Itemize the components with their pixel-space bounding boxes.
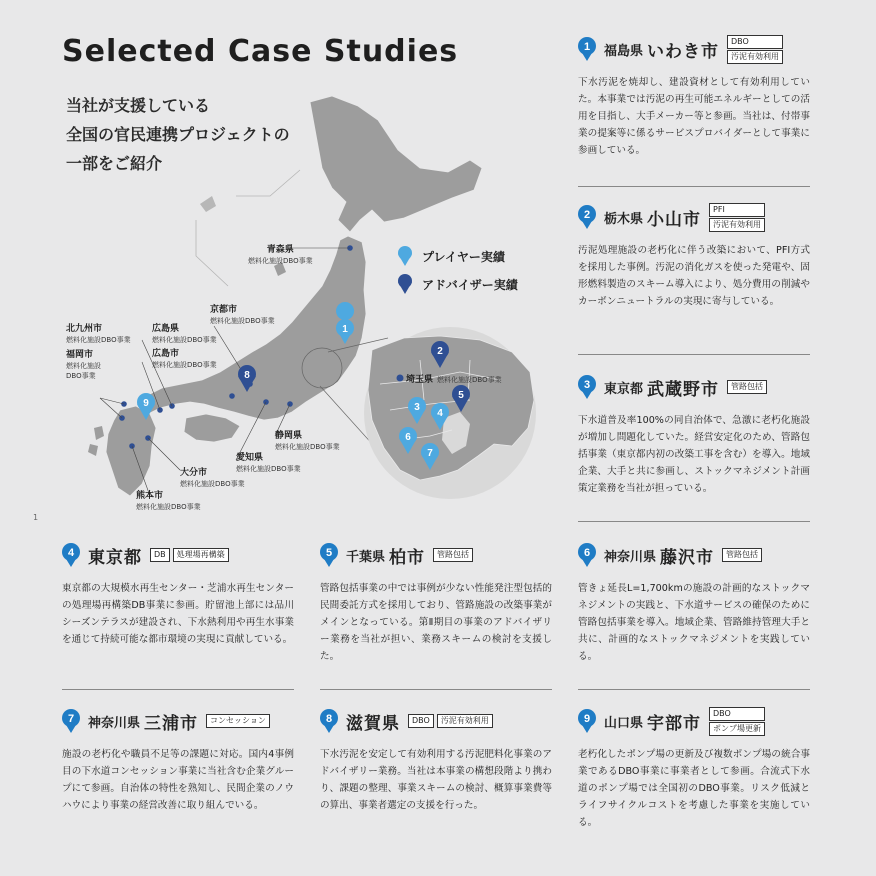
case-card-7 — [62, 706, 294, 814]
player-pin-icon — [398, 246, 412, 266]
label-kyoto: 京都市 燃料化施設DBO事業 — [210, 305, 275, 325]
case-body: 汚泥処理施設の老朽化に伴う改築において、PFI方式を採用した事例。汚泥の消化ガスを使った発電や、固形燃料製造のスキーム導入により、処分費用の削減やカーボンニュートラルの実現に寄与している。 — [578, 245, 810, 307]
case-badge: DBO — [709, 707, 765, 721]
case-body: 管路包括事業の中では事例が少ない性能発注型包括的民間委託方式を採用しており、管路施設の改築事業がメインとなっている。第Ⅱ期目の事業のアドバイザリー業務を当社が担い、業務スキームの検討を支援した。 — [320, 583, 552, 662]
legend-player-label: プレイヤー実績 — [422, 249, 505, 264]
map-hokkaido — [310, 96, 482, 232]
label-kitakyushu: 北九州市 燃料化施設DBO事業 — [66, 324, 131, 344]
case-pref: 山口県 — [604, 715, 644, 731]
case-badge: 管路包括 — [727, 380, 767, 394]
subtitle-line: 当社が支援している — [66, 96, 211, 115]
case-badge: 汚泥有効利用 — [727, 50, 783, 64]
legend-advisor-label: アドバイザー実績 — [422, 277, 518, 292]
svg-text:2: 2 — [437, 346, 443, 357]
svg-text:6: 6 — [583, 547, 591, 559]
case-number-pin-icon — [578, 37, 596, 61]
case-city: 三浦市 — [144, 713, 199, 734]
case-card-6 — [578, 540, 810, 665]
map-island — [200, 196, 216, 212]
map-frame-line — [236, 170, 300, 196]
svg-text:8: 8 — [325, 713, 333, 725]
label-hiroshima-city: 広島市 燃料化施設DBO事業 — [152, 349, 217, 369]
case-card-2 — [578, 202, 810, 310]
case-pref: 神奈川県 — [604, 549, 657, 565]
case-pref: 東京都 — [604, 381, 644, 397]
svg-text:7: 7 — [67, 713, 75, 725]
leader-line — [148, 438, 180, 470]
case-badge: コンセッション — [206, 714, 270, 728]
legend-advisor — [398, 270, 518, 298]
map-shikoku — [184, 414, 240, 442]
case-badge: PFI — [709, 203, 765, 217]
label-shizuoka: 静岡県 燃料化施設DBO事業 — [275, 431, 340, 451]
label-fukuoka: 福岡市 燃料化施設 DBO事業 — [66, 350, 101, 380]
map-island — [94, 426, 104, 440]
divider — [578, 354, 810, 355]
map-island — [88, 444, 98, 456]
svg-text:3: 3 — [414, 402, 420, 413]
case-number-pin-icon — [62, 709, 80, 733]
case-badge: 処理場再構築 — [173, 548, 229, 562]
label-hiroshima-pref: 広島県 燃料化施設DBO事業 — [152, 324, 217, 344]
case-body: 管きょ延長L=1,700kmの施設の計画的なストックマネジメントの実践と、下水道サービスの確保のために管路包括事業を導入。地域企業、管路維持管理大手と共に、計画的なストックマネジメントを実践している。 — [578, 583, 810, 662]
case-pref: 神奈川県 — [88, 715, 141, 731]
map-frame-line — [196, 220, 228, 286]
case-city: いわき市 — [647, 41, 720, 62]
advisor-pin-icon — [398, 274, 412, 294]
case-body: 老朽化したポンプ場の更新及び複数ポンプ場の統合事業であるDBO事業に事業者として参画。合流式下水道のポンプ場では全国初のDBO事業。リスク低減とライフサイクルコストを考慮した事業を実施している。 — [578, 749, 810, 828]
case-number-pin-icon — [320, 709, 338, 733]
case-city: 柏市 — [389, 547, 426, 568]
subtitle-line: 全国の官民連携プロジェクトの — [66, 125, 290, 144]
case-card-3 — [578, 372, 810, 497]
label-kumamoto: 熊本市 燃料化施設DBO事業 — [136, 491, 201, 511]
case-number-pin-icon — [578, 375, 596, 399]
case-card-5 — [320, 540, 552, 665]
case-number-pin-icon — [578, 205, 596, 229]
case-number-pin-icon — [62, 543, 80, 567]
case-badge: 管路包括 — [722, 548, 762, 562]
divider — [578, 521, 810, 522]
map-kyushu — [106, 406, 156, 496]
case-body: 東京都の大規模水再生センター・芝浦水再生センターの処理場再構築DB事業に参画。貯留池上部には品川シーズンテラスが建設され、下水熱利用や再生水事業を通じて持続可能な都市環境の実現に貢献している。 — [62, 583, 294, 645]
label-aichi: 愛知県 燃料化施設DBO事業 — [236, 453, 301, 473]
case-card-8 — [320, 706, 552, 814]
svg-text:3: 3 — [583, 379, 591, 391]
case-badge: ポンプ場更新 — [709, 722, 765, 736]
case-body: 下水汚泥を安定して有効利用する汚泥肥料化事業のアドバイザリー業務。当社は本事業の構想段階より携わり、課題の整理、事業スキームの検討、概算事業費等の算出、事業者選定の支援を行った。 — [320, 749, 552, 811]
label-saitama: 埼玉県 燃料化施設DBO事業 — [406, 375, 502, 385]
svg-text:1: 1 — [583, 41, 591, 53]
case-badge: 汚泥有効利用 — [709, 218, 765, 232]
case-body: 施設の老朽化や職員不足等の課題に対応。国内4事例目の下水道コンセッション事業に当社含む企業グループにて参画。自治体の特性を熟知し、民間企業のノウハウにより事業の経営改善に取り組んでいる。 — [62, 749, 294, 811]
case-city: 武蔵野市 — [647, 379, 720, 400]
case-city: 宇部市 — [647, 713, 702, 734]
divider — [320, 689, 552, 690]
subtitle-line: 一部をご紹介 — [66, 154, 163, 173]
case-pref: 福島県 — [604, 43, 644, 59]
case-city: 滋賀県 — [346, 713, 400, 734]
case-pref: 栃木県 — [604, 211, 644, 227]
page-number: 1 — [33, 513, 39, 522]
page-title: Selected Case Studies — [62, 34, 459, 69]
case-body: 下水道普及率100%の同自治体で、急激に老朽化施設が増加し問題化していた。経営安定化のため、管路包括事業（東京都内初の改築工事を含む）を導入。地域企業、大手と共に参画し、ストックマネジメント計画策定業務を当社が担っている。 — [578, 415, 810, 494]
case-pref: 千葉県 — [346, 549, 386, 565]
svg-text:1: 1 — [342, 324, 348, 335]
svg-text:4: 4 — [67, 547, 75, 559]
case-city: 藤沢市 — [660, 547, 715, 568]
case-number-pin-icon — [578, 709, 596, 733]
case-card-9 — [578, 706, 810, 831]
legend-player — [398, 242, 518, 270]
saitama-dot — [397, 375, 404, 382]
map-legend — [398, 242, 518, 298]
svg-text:5: 5 — [458, 390, 464, 401]
divider — [578, 186, 810, 187]
case-city: 東京都 — [88, 547, 142, 568]
case-card-1 — [578, 34, 810, 159]
case-card-4 — [62, 540, 294, 648]
divider — [578, 689, 810, 690]
svg-text:9: 9 — [143, 398, 149, 409]
case-badge: DBO — [727, 35, 783, 49]
case-city: 小山市 — [647, 209, 702, 230]
case-number-pin-icon — [578, 543, 596, 567]
svg-text:8: 8 — [244, 370, 250, 381]
case-badge: 汚泥有効利用 — [437, 714, 493, 728]
svg-text:5: 5 — [325, 547, 333, 559]
case-badge: DBO — [408, 714, 434, 728]
divider — [62, 689, 294, 690]
label-oita: 大分市 燃料化施設DBO事業 — [180, 468, 245, 488]
svg-text:6: 6 — [405, 432, 411, 443]
case-badge: DB — [150, 548, 170, 562]
case-body: 下水汚泥を焼却し、建設資材として有効利用していた。本事業では汚泥の再生可能エネルギーとしての活用を目指し、大手メーカー等と参画。当社は、付帯事業の提案等に係るサービスプロバイダーとして事業に参画している。 — [578, 77, 810, 156]
label-aomori: 青森県 燃料化施設DBO事業 — [248, 245, 313, 265]
map-dot — [229, 393, 235, 399]
svg-text:7: 7 — [427, 448, 433, 459]
case-badge: 管路包括 — [433, 548, 473, 562]
case-number-pin-icon — [320, 543, 338, 567]
svg-text:4: 4 — [437, 408, 443, 419]
svg-text:2: 2 — [583, 209, 591, 221]
svg-text:9: 9 — [583, 713, 591, 725]
